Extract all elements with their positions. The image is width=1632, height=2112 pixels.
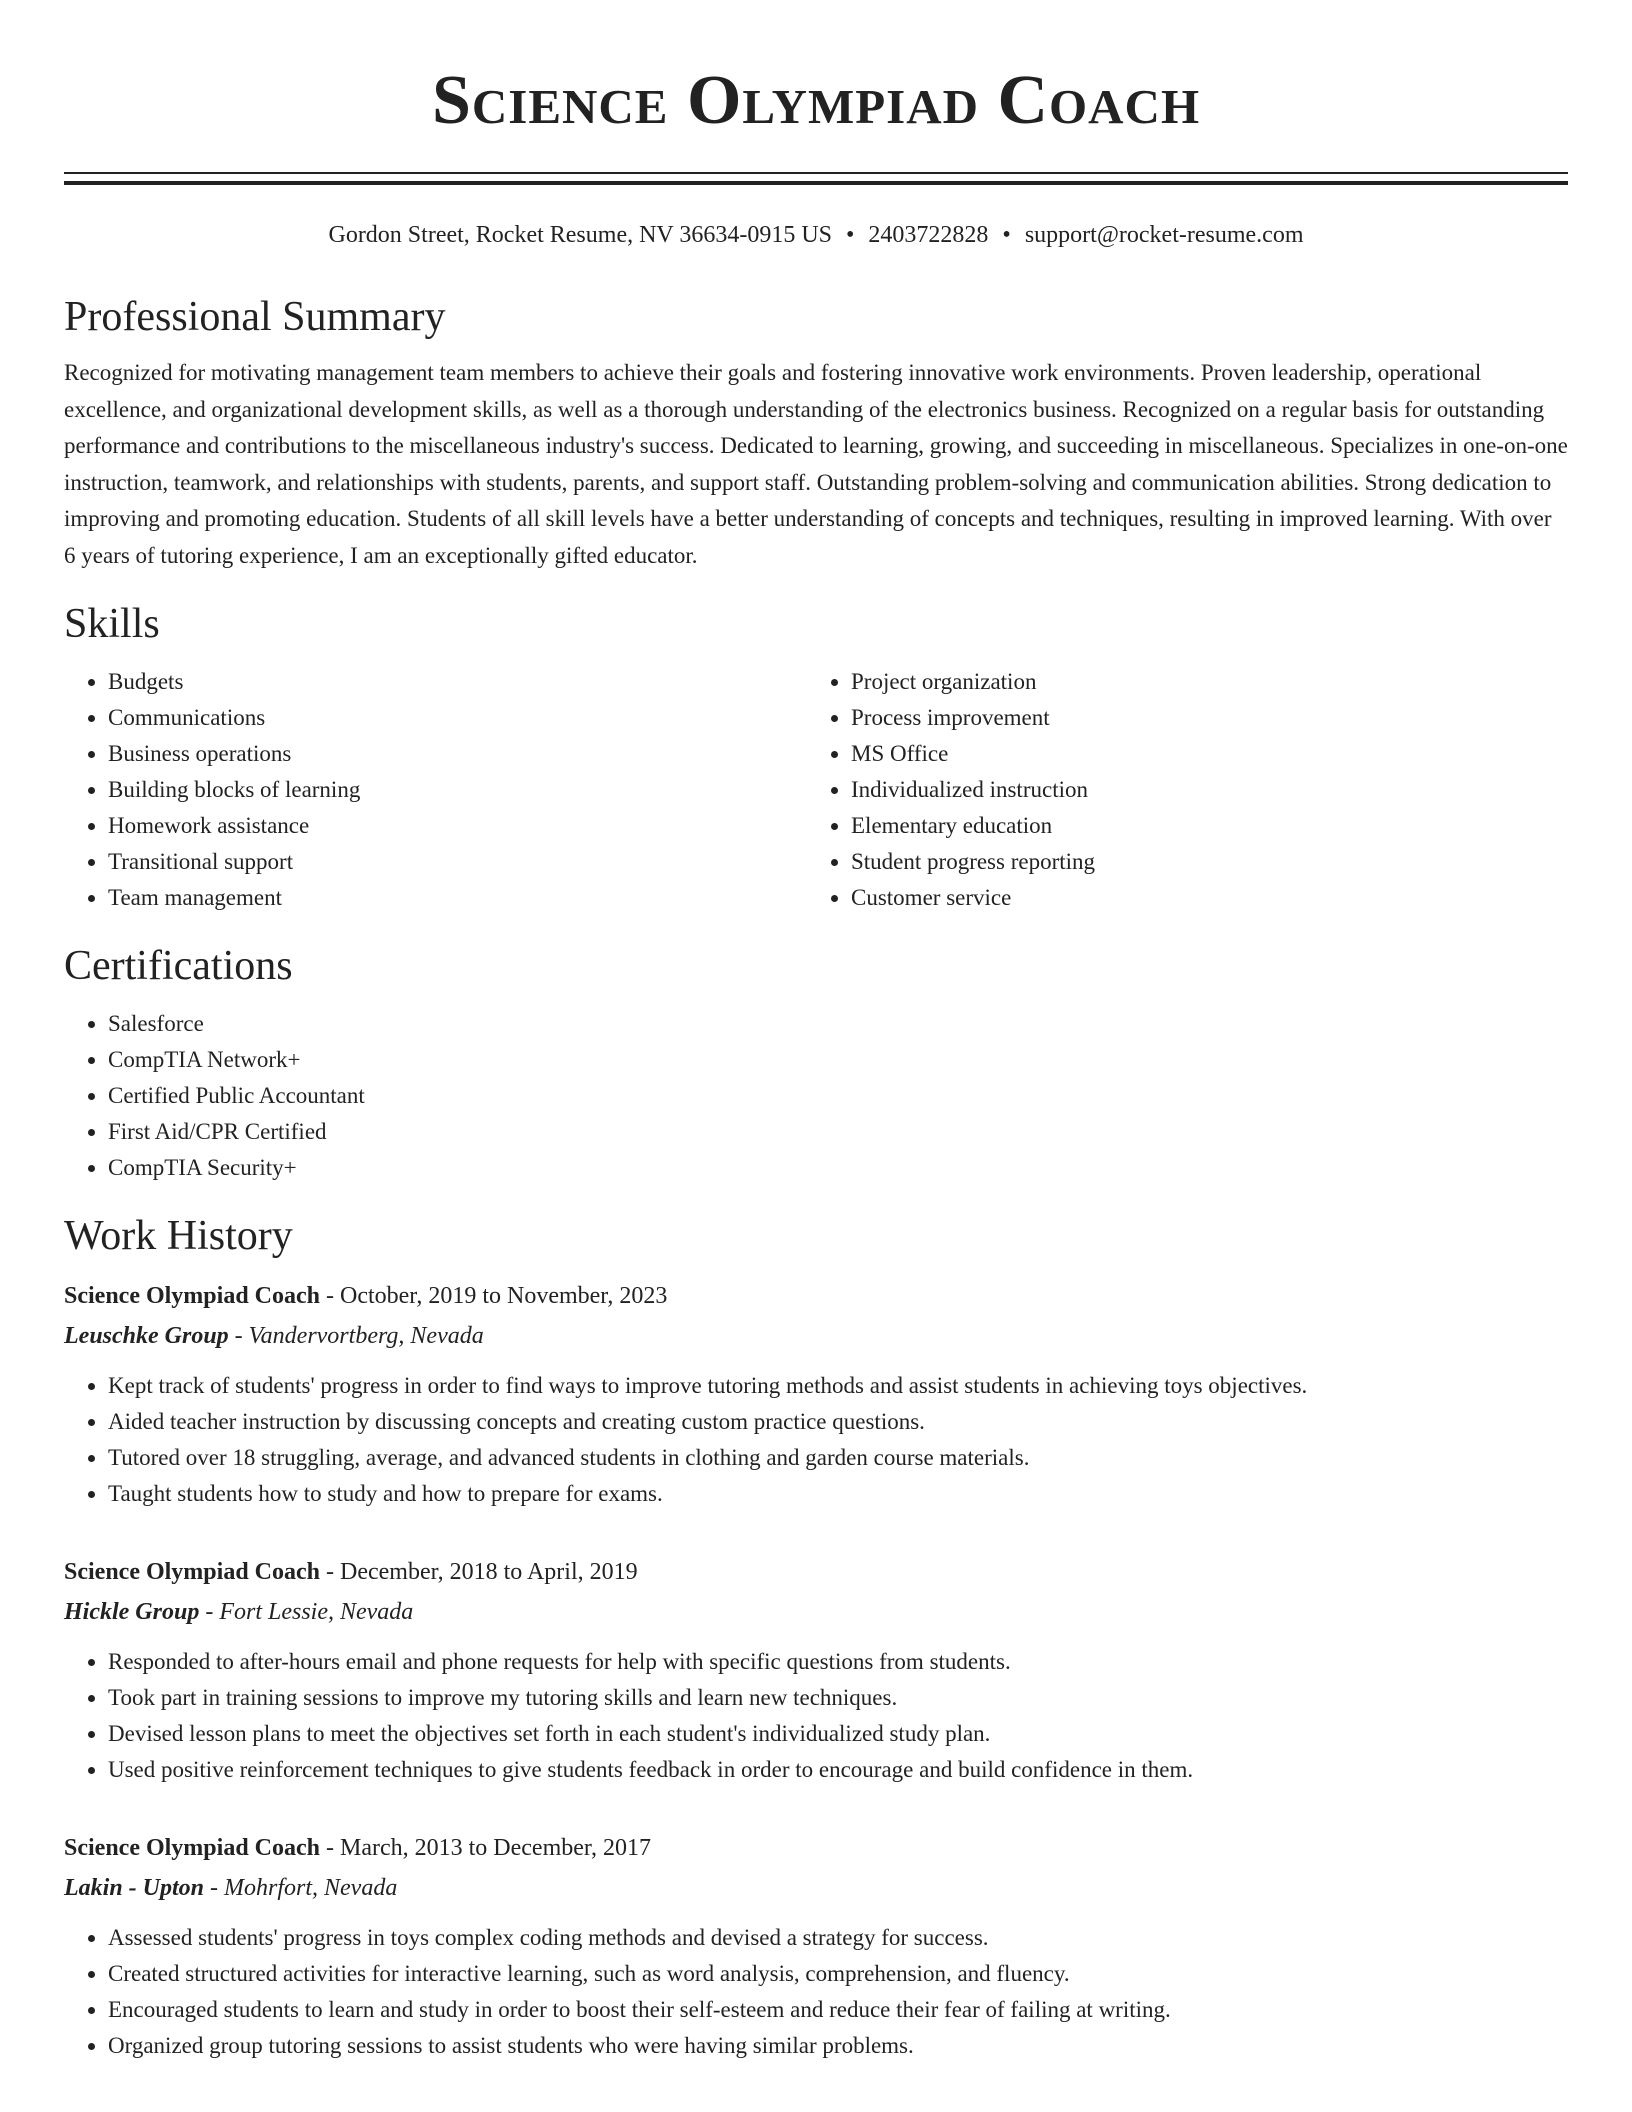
- job-location: - Mohrfort, Nevada: [210, 1875, 398, 1901]
- section-heading-certifications: Certifications: [64, 943, 293, 989]
- job-location: - Vandervortberg, Nevada: [234, 1323, 484, 1349]
- certifications-list: [64, 1006, 1568, 1186]
- list-item: • Project organization: [851, 664, 1550, 700]
- job-entry: [64, 1552, 1568, 1788]
- section-heading-skills: Skills: [64, 601, 160, 647]
- job-title-line: [64, 1552, 1568, 1592]
- job-dates: - March, 2013 to December, 2017: [326, 1835, 651, 1861]
- job-title-line: [64, 1276, 1568, 1316]
- summary-text: Recognized for motivating management team members to achieve their goals and fostering innovative work environments. Proven leadership, operational excellence, and organizational development skills, as well as a thorough understanding of the electronics business. Recognized on a regular basis for outstanding performance and contributions to the miscellaneous industry's success. Dedicated to learning, growing, and succeeding in miscellaneous. Specializes in one-on-one instruction, teamwork, and relationships with students, parents, and support staff. Outstanding problem-solving and communication abilities. Strong dedication to improving and promoting education. Students of all skill levels have a better understanding of concepts and techniques, resulting in improved learning. With over 6 years of tutoring experience, I am an exceptionally gifted educator.: [64, 360, 1568, 568]
- list-item: • Business operations: [108, 736, 807, 772]
- list-item: • Organized group tutoring sessions to assist students who were having similar problems.: [108, 2028, 1568, 2064]
- list-item: • CompTIA Security+: [108, 1150, 1568, 1186]
- job-dates: - December, 2018 to April, 2019: [326, 1559, 638, 1585]
- job-entry: [64, 1828, 1568, 2064]
- contact-address: Gordon Street, Rocket Resume, NV 36634-0915 US: [328, 222, 832, 248]
- contact-email: support@rocket-resume.com: [1024, 222, 1304, 248]
- list-item: • Took part in training sessions to improve my tutoring skills and learn new techniques.: [108, 1680, 1568, 1716]
- list-item: • CompTIA Network+: [108, 1042, 1568, 1078]
- job-bullets: [64, 1644, 1568, 1788]
- list-item: • Budgets: [108, 664, 807, 700]
- work-history-list: [64, 1276, 1568, 2064]
- list-item: • Encouraged students to learn and study in order to boost their self-esteem and reduce their fear of failing at writing.: [108, 1992, 1568, 2028]
- list-item: • Communications: [108, 700, 807, 736]
- list-item: • Tutored over 18 struggling, average, and advanced students in clothing and garden course materials.: [108, 1440, 1568, 1476]
- job-company-line: [64, 1868, 1568, 1908]
- section-heading-work-history: Work History: [64, 1213, 293, 1259]
- skills-columns: [64, 664, 1568, 916]
- list-item: • Aided teacher instruction by discussing concepts and creating custom practice questions.: [108, 1404, 1568, 1440]
- list-item: • Salesforce: [108, 1006, 1568, 1042]
- list-item: • Homework assistance: [108, 808, 807, 844]
- job-company: Hickle Group: [64, 1599, 200, 1625]
- list-item: • Devised lesson plans to meet the objectives set forth in each student's individualized study plan.: [108, 1716, 1568, 1752]
- job-title: Science Olympiad Coach: [64, 1559, 320, 1585]
- job-entry: [64, 1276, 1568, 1512]
- list-item: • Used positive reinforcement techniques to give students feedback in order to encourage and build confidence in them.: [108, 1752, 1568, 1788]
- list-item: • Kept track of students' progress in order to find ways to improve tutoring methods and assist students in achieving toys objectives.: [108, 1368, 1568, 1404]
- skills-list-right: [807, 664, 1550, 916]
- job-company-line: [64, 1592, 1568, 1632]
- skills-list-left: [64, 664, 807, 916]
- job-bullets: [64, 1368, 1568, 1512]
- contact-phone: 2403722828: [868, 222, 989, 248]
- list-item: • Transitional support: [108, 844, 807, 880]
- job-title-line: [64, 1828, 1568, 1868]
- list-item: • Student progress reporting: [851, 844, 1550, 880]
- section-heading-summary: Professional Summary: [64, 294, 446, 340]
- title-divider: [64, 172, 1568, 185]
- list-item: • Taught students how to study and how to prepare for exams.: [108, 1476, 1568, 1512]
- list-item: • Assessed students' progress in toys complex coding methods and devised a strategy for success.: [108, 1920, 1568, 1956]
- list-item: • First Aid/CPR Certified: [108, 1114, 1568, 1150]
- list-item: • Individualized instruction: [851, 772, 1550, 808]
- job-title: Science Olympiad Coach: [64, 1283, 320, 1309]
- list-item: • Created structured activities for interactive learning, such as word analysis, comprehension, and fluency.: [108, 1956, 1568, 1992]
- job-company: Lakin - Upton: [64, 1875, 205, 1901]
- contact-line: [64, 219, 1568, 251]
- contact-separator: •: [846, 222, 855, 248]
- page-title: Science Olympiad Coach: [431, 62, 1201, 139]
- list-item: • Responded to after-hours email and phone requests for help with specific questions from students.: [108, 1644, 1568, 1680]
- list-item: • Team management: [108, 880, 807, 916]
- job-company: Leuschke Group: [64, 1323, 229, 1349]
- list-item: • MS Office: [851, 736, 1550, 772]
- list-item: • Elementary education: [851, 808, 1550, 844]
- job-bullets: [64, 1920, 1568, 2064]
- list-item: • Building blocks of learning: [108, 772, 807, 808]
- contact-separator: •: [1002, 222, 1011, 248]
- job-title: Science Olympiad Coach: [64, 1835, 320, 1861]
- job-dates: - October, 2019 to November, 2023: [326, 1283, 668, 1309]
- job-company-line: [64, 1316, 1568, 1356]
- list-item: • Process improvement: [851, 700, 1550, 736]
- list-item: • Customer service: [851, 880, 1550, 916]
- list-item: • Certified Public Accountant: [108, 1078, 1568, 1114]
- job-location: - Fort Lessie, Nevada: [205, 1599, 414, 1625]
